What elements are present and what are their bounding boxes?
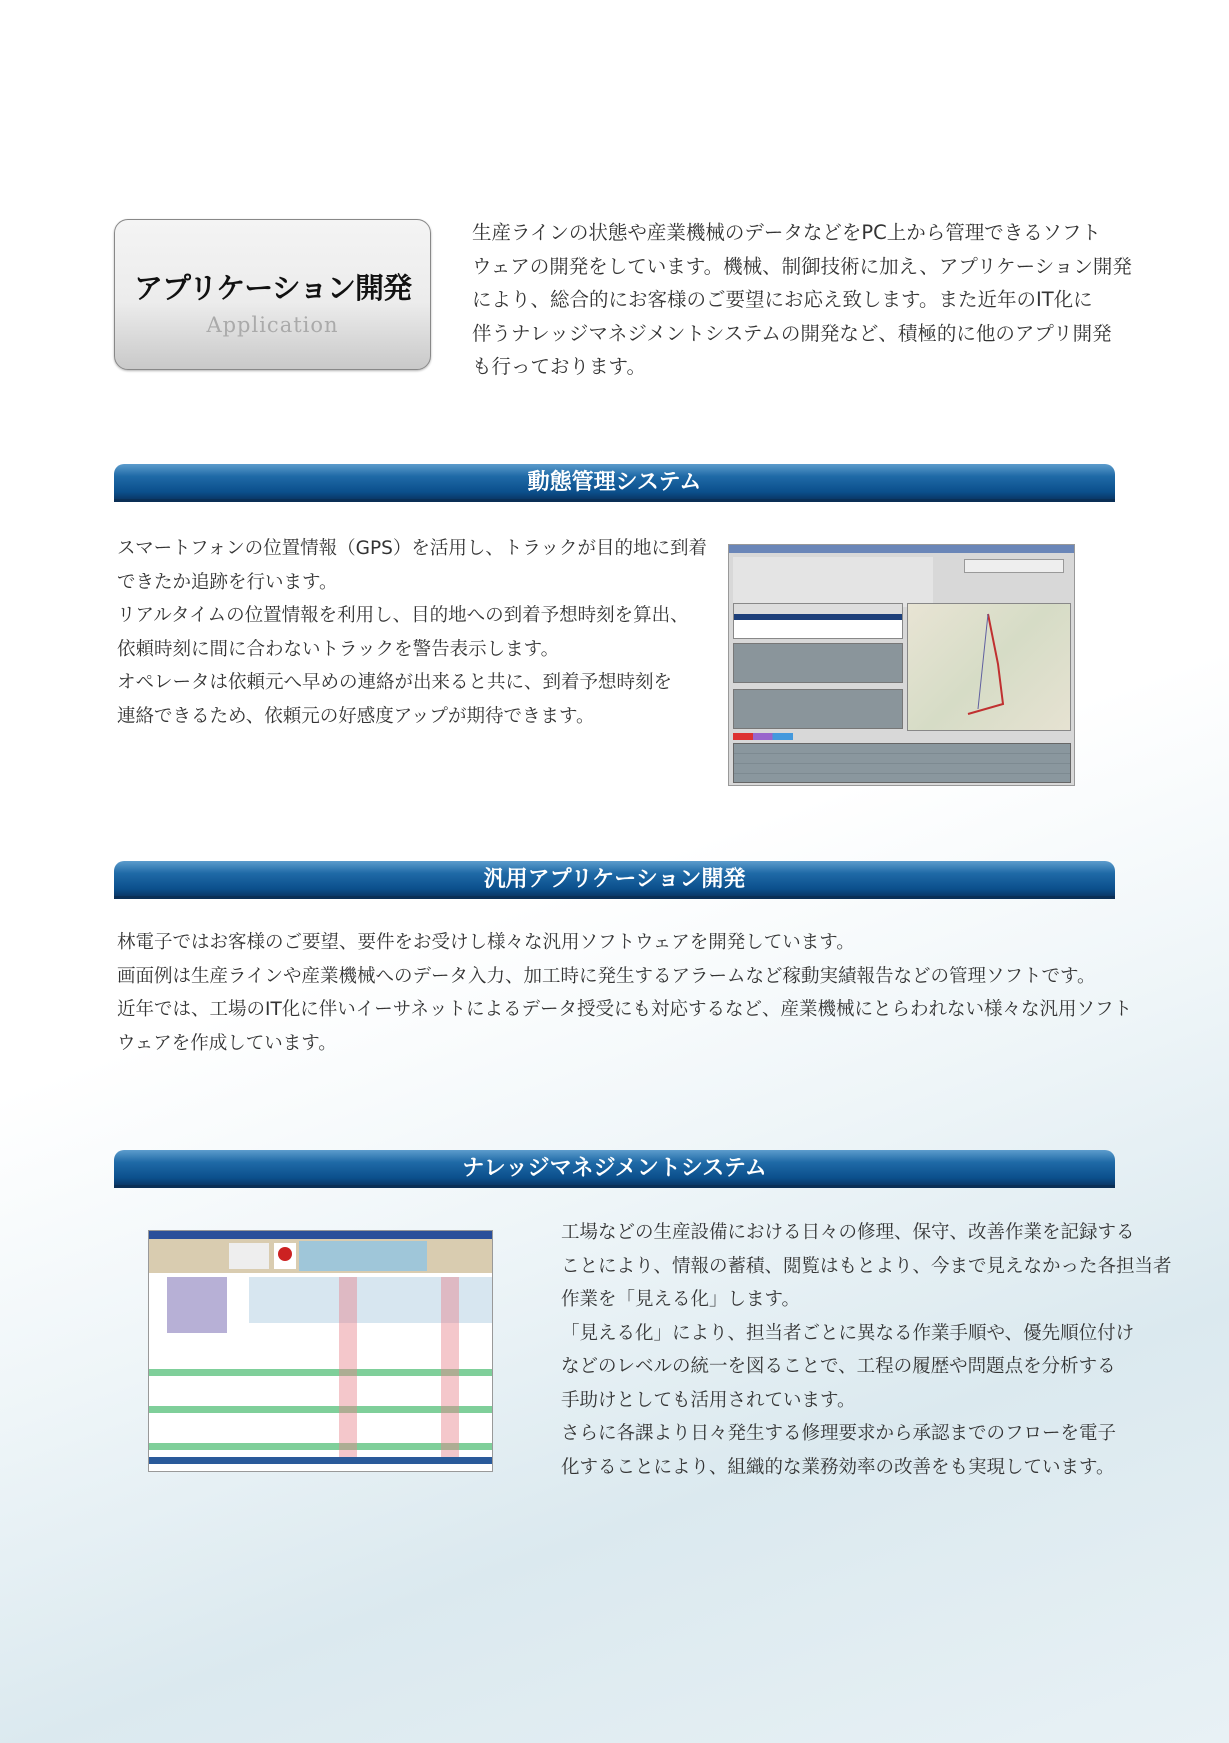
holiday-column — [339, 1277, 357, 1459]
text-line: 作業を「見える化」します。 — [561, 1289, 801, 1310]
tracking-description — [117, 532, 707, 733]
calendar — [167, 1277, 227, 1333]
tracking-system-screenshot — [728, 544, 1075, 786]
text-line: 「見える化」により、担当者ごとに異なる作業手順や、優先順位付け — [561, 1322, 1135, 1344]
text-line: スマートフォンの位置情報（GPS）を活用し、トラックが目的地に到着 — [117, 538, 708, 559]
text-line: さらに各課より日々発生する修理要求から承認までのフローを電子 — [561, 1423, 1117, 1444]
window-titlebar — [729, 545, 1074, 553]
knowledge-system-screenshot — [148, 1230, 493, 1472]
intro-line: ウェアの開発をしています。機械、制御技術に加え、アプリケーション開発 — [472, 254, 1132, 278]
intro-line: 伴うナレッジマネジメントシステムの開発など、積極的に他のアプリ開発 — [472, 321, 1112, 345]
text-line: 工場などの生産設備における日々の修理、保守、改善作業を記録する — [561, 1222, 1135, 1243]
intro-line: により、総合的にお客様のご要望にお応え致します。また近年のIT化に — [472, 288, 1093, 311]
intro-line: 生産ラインの状態や産業機械のデータなどをPC上から管理できるソフト — [472, 221, 1101, 244]
text-line: 化することにより、組織的な業務効率の改善をも実現しています。 — [561, 1456, 1115, 1478]
section-banner-tracking: 動態管理システム — [114, 464, 1115, 502]
section-banner-general-apps: 汎用アプリケーション開発 — [114, 861, 1115, 899]
section-banner-knowledge: ナレッジマネジメントシステム — [114, 1150, 1115, 1188]
action-buttons — [964, 559, 1064, 573]
toolbar — [149, 1239, 493, 1273]
list-panel — [733, 689, 903, 729]
status-bar — [149, 1457, 493, 1464]
text-line: オペレータは依頼元へ早めの連絡が出来ると共に、到着予想時刻を — [117, 672, 673, 693]
text-line: 連絡できるため、依頼元の好感度アップが期待できます。 — [117, 705, 595, 727]
route-line — [908, 604, 1072, 732]
window-titlebar — [149, 1231, 492, 1239]
text-line: 近年では、工場のIT化に伴いイーサネットによるデータ授受にも対応するなど、産業機械にとらわれない様々な汎用ソフト — [117, 999, 1133, 1020]
text-line: できたか追跡を行います。 — [117, 571, 338, 593]
text-line: ウェアを作成しています。 — [117, 1032, 337, 1054]
general-apps-description — [117, 926, 1132, 1060]
text-line: 林電子ではお客様のご要望、要件をお受けし様々な汎用ソフトウェアを開発しています。 — [117, 932, 855, 953]
knowledge-description — [561, 1216, 1172, 1484]
page-subtitle: Application — [206, 313, 339, 337]
section-title-box — [114, 219, 431, 370]
text-line: ことにより、情報の蓄積、閲覧はもとより、今まで見えなかった各担当者 — [561, 1255, 1172, 1277]
holiday-column — [441, 1277, 459, 1459]
text-line: 依頼時刻に間に合わないトラックを警告表示します。 — [117, 638, 560, 660]
vehicle-table — [733, 603, 903, 639]
filter-panel — [733, 557, 933, 607]
list-panel — [733, 643, 903, 683]
page-title: アプリケーション開発 — [133, 271, 412, 305]
text-line: 画面例は生産ラインや産業機械へのデータ入力、加工時に発生するアラームなど稼動実績報告などの管理ソフトです。 — [117, 965, 1096, 987]
status-legend — [733, 733, 793, 740]
text-line: リアルタイムの位置情報を利用し、目的地への到着予想時刻を算出、 — [117, 605, 689, 626]
text-line: などのレベルの統一を図ることで、工程の履歴や問題点を分析する — [561, 1356, 1116, 1377]
intro-text — [472, 216, 1132, 384]
intro-line: も行っております。 — [472, 355, 646, 378]
map-view — [907, 603, 1071, 731]
text-line: 手助けとしても活用されています。 — [561, 1389, 856, 1411]
delivery-table — [733, 743, 1071, 783]
